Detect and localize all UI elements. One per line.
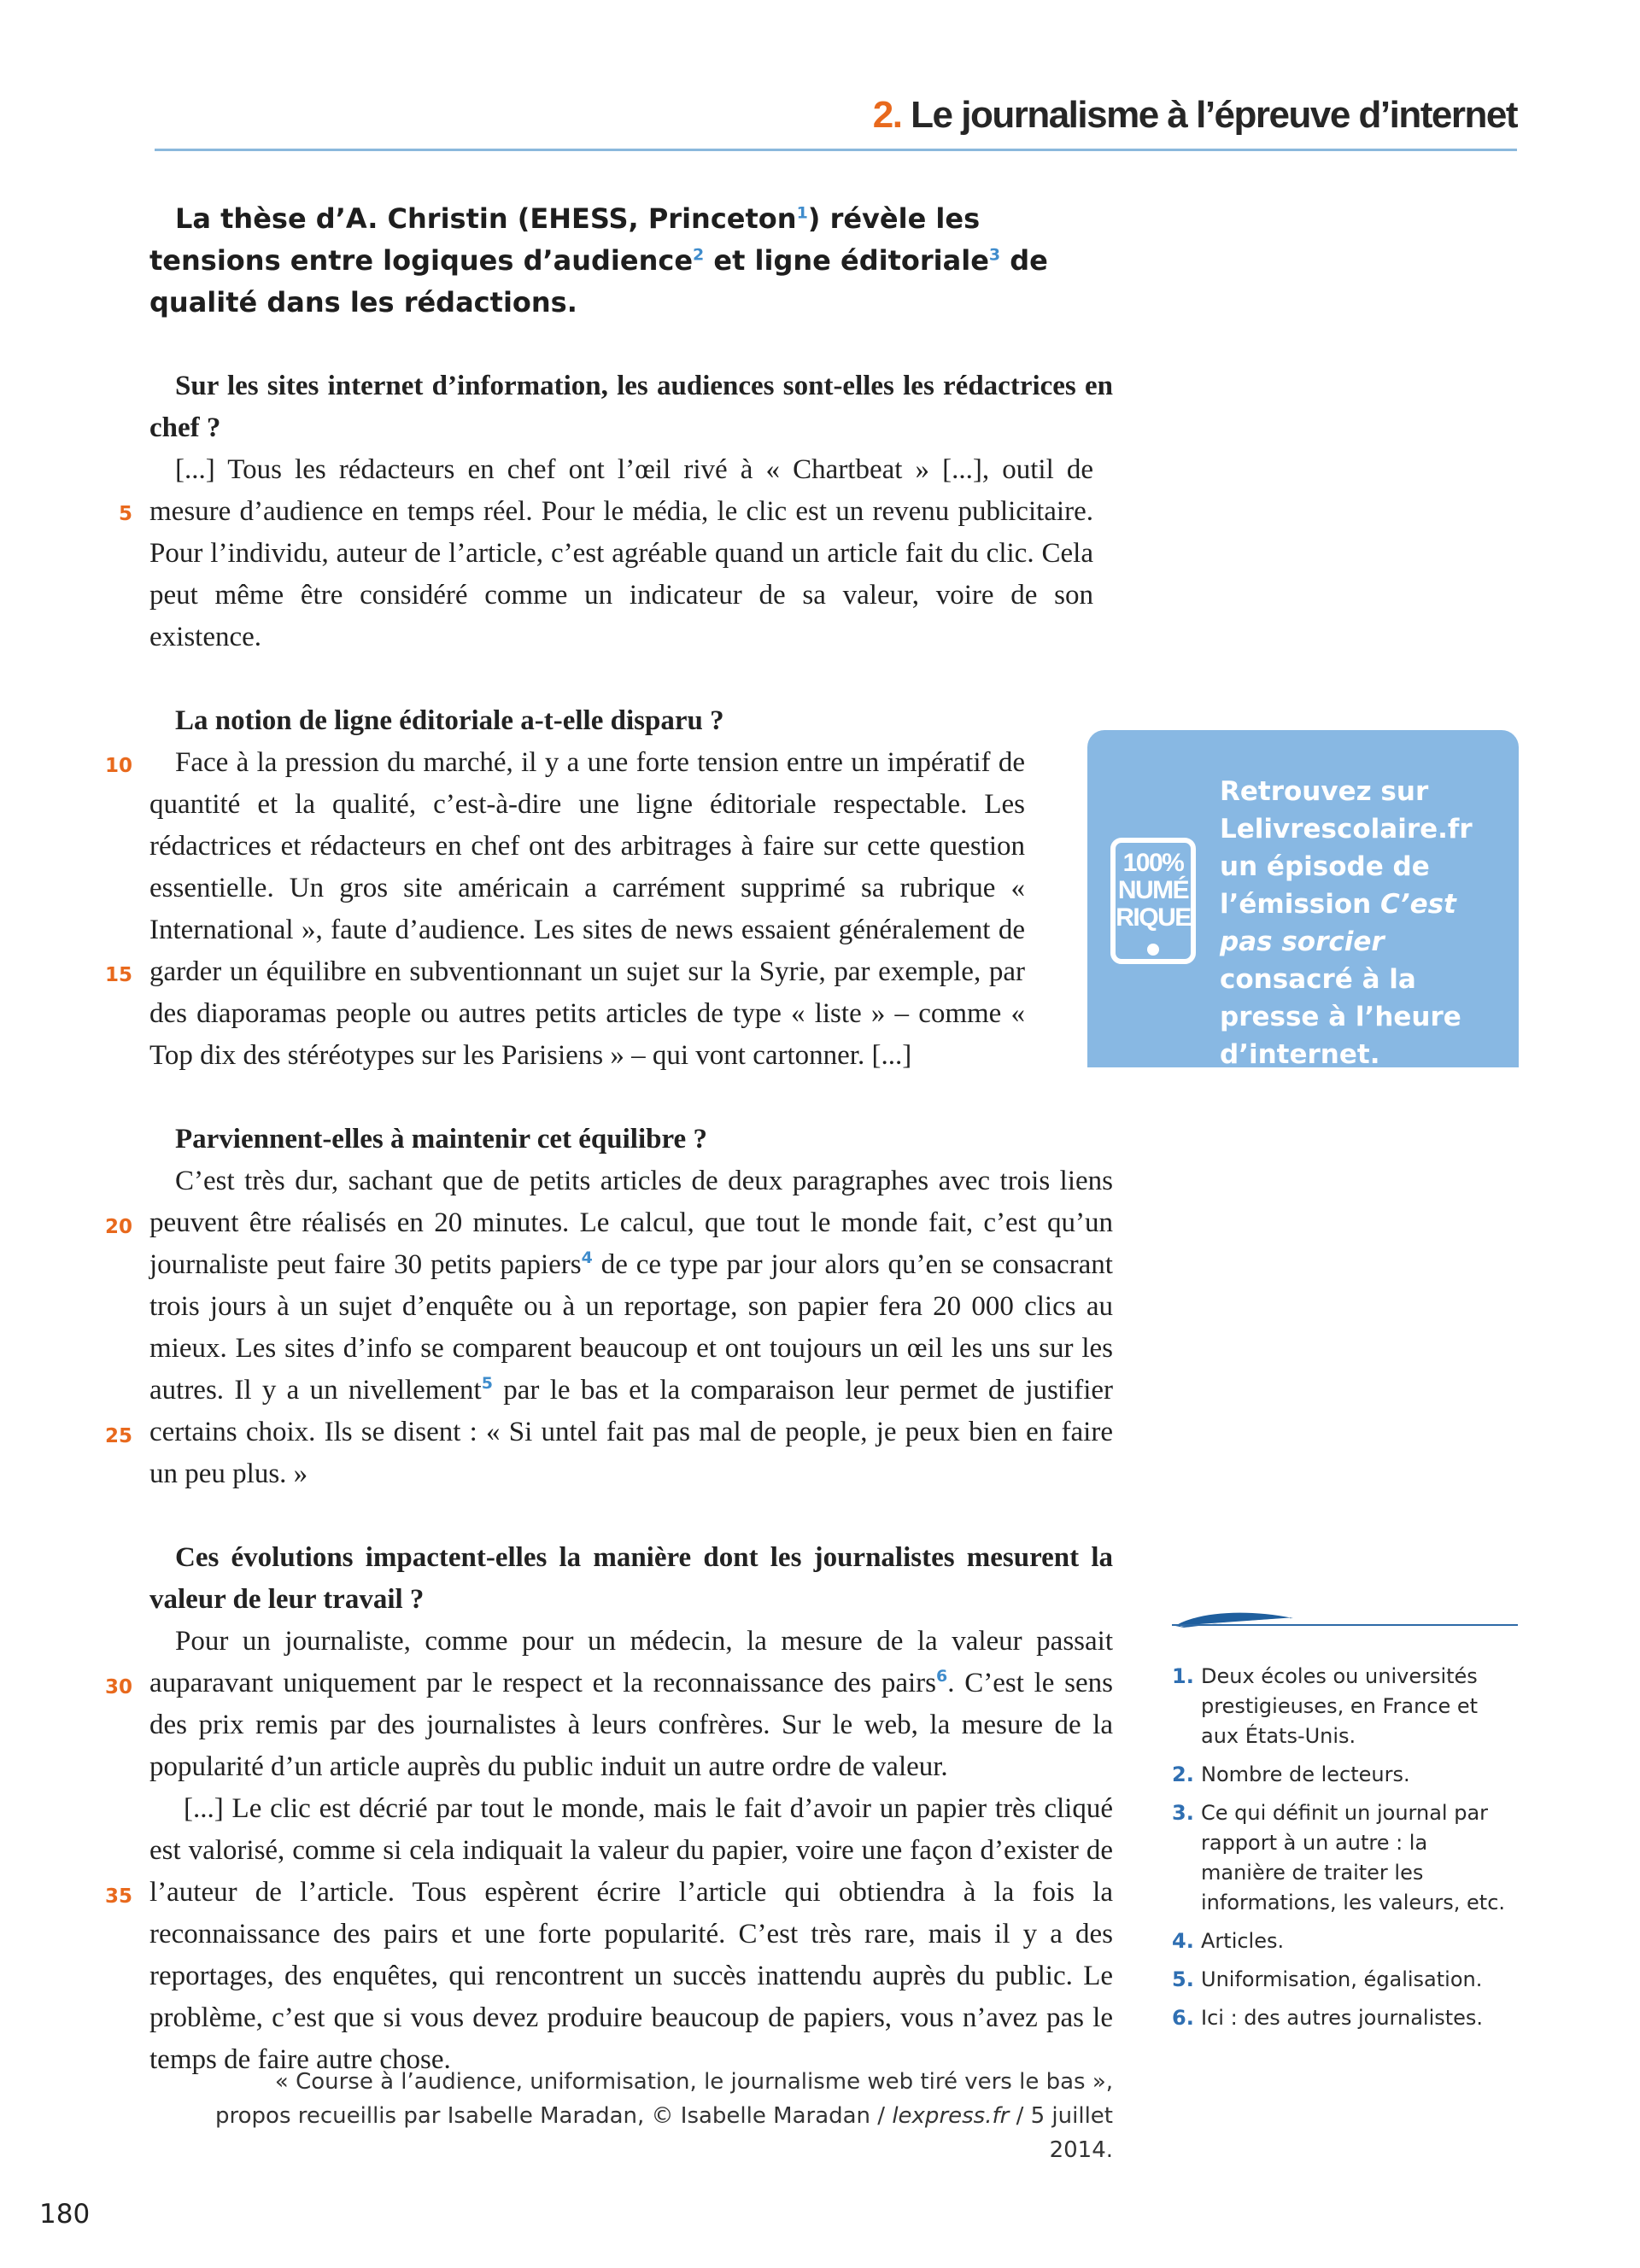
footnote-text: Nombre de lecteurs. <box>1201 1762 1410 1786</box>
phone-icon <box>1110 838 1196 964</box>
chapter-title <box>873 94 1517 137</box>
footnote-number: 3. <box>1172 1801 1194 1825</box>
footnote-item <box>1172 1798 1518 1918</box>
citation-source: lexpress.fr <box>892 2103 1010 2129</box>
interview-question: La notion de ligne éditoriale a-t-elle disparu ? <box>175 705 724 736</box>
footnote-text: Ici : des autres journalistes. <box>1201 2006 1484 2030</box>
footnote-number: 2. <box>1172 1762 1194 1786</box>
interview-section <box>149 365 1113 658</box>
line-number: 25 <box>104 1425 132 1447</box>
answer-text: . C’est le sens des prix remis par des journalistes à leurs confrères. Sur le web, la mesure de la popularité d’un article auprès du public induit un autre ordre de valeur. <box>149 1668 1113 1782</box>
digital-badge <box>1116 850 1191 932</box>
footnote-ref: 1 <box>796 203 808 223</box>
resource-text: consacré à la presse à l’heure d’internet. <box>1220 964 1461 1070</box>
source-citation <box>149 2065 1113 2167</box>
line-number: 20 <box>104 1216 132 1238</box>
footnote-ref: 5 <box>481 1374 493 1393</box>
interview-section <box>149 1119 1113 1495</box>
badge-line: RIQUE <box>1116 903 1191 932</box>
line-number: 10 <box>104 755 132 777</box>
interview-answer: Face à la pression du marché, il y a une forte tension entre un impératif de quantité et la qualité, c’est-à-dire une ligne éditoriale respectable. Les rédactrices et rédacteurs en chef ont des arbitrages à faire sur cette question essentielle. Un gros site américain a carrément supprimé sa rubrique « International », faute d’audience. Les sites de news essaient généralement de garder un équilibre en subventionnant un sujet sur la Syrie, par exemple, par des diaporamas people ou autres petits articles de type « liste » – comme « Top dix des stéréotypes sur les Parisiens » – qui vont cartonner. [...] <box>149 747 1025 1071</box>
intro-text: et ligne éditoriale <box>704 244 989 277</box>
line-number: 5 <box>118 503 132 525</box>
intro-text: ) révèle les tensions entre logiques d’audience <box>149 202 981 277</box>
line-number: 30 <box>104 1676 132 1698</box>
footnote-text: Ce qui définit un journal par rapport à un autre : la manière de traiter les informations, les valeurs, etc. <box>1201 1801 1506 1914</box>
interview-answer <box>149 1160 1113 1495</box>
line-number: 35 <box>104 1885 132 1908</box>
interview-answer: [...] Tous les rédacteurs en chef ont l’œil rivé à « Chartbeat » [...], outil de mesure d’audience en temps réel. Pour le média, le clic est un revenu publicitaire. Pour l’individu, auteur de l’article, c’est agréable quand un article fait du clic. Cela peut même être considéré comme un indicateur de sa valeur, voire de son existence. <box>149 454 1093 652</box>
footnote-ref: 2 <box>693 245 705 265</box>
interview-answer <box>149 1621 1113 1788</box>
interview-section <box>149 1537 1113 2081</box>
interview-answer: [...] Le clic est décrié par tout le monde, mais le fait d’avoir un papier très cliqué est valorisé, comme si cela indiquait la valeur du papier, voire une façon d’exister de l’auteur de l’article. Tous espèrent écrire l’article qui obtiendra à la fois la reconnaissance des pairs et une forte popularité. C’est très rare, mais il y a des reportages, des enquêtes, qui rencontrent un succès inattendu auprès du public. Le problème, c’est que si vous devez produire beaucoup de papiers, vous n’avez pas le temps de faire autre chose. <box>149 1793 1113 2075</box>
answer-text: C’est très dur, sachant que de petits articles de deux paragraphes avec trois liens peuvent être réalisés en 20 minutes. Le calcul, que tout le monde fait, c’est qu’un journaliste peut faire 30 petits papiers <box>149 1166 1113 1280</box>
digital-resource-box[interactable] <box>1087 730 1519 1070</box>
page-header <box>155 94 1517 151</box>
answer-text: par le bas et la comparaison leur permet de justifier certains choix. Ils se disent : « Si untel fait pas mal de people, je peux bien en faire un peu plus. » <box>149 1375 1113 1489</box>
footnotes-list <box>1172 1662 1518 2042</box>
phone-button <box>1147 944 1159 956</box>
footnote-text: Uniformisation, égalisation. <box>1201 1967 1483 1991</box>
chapter-title-text: Le journalisme à l’épreuve d’internet <box>911 94 1517 136</box>
footnote-number: 6. <box>1172 2006 1194 2030</box>
digital-resource-text <box>1220 773 1506 1073</box>
resource-text: Retrouvez sur Lelivrescolaire.fr un épisode de l’émission <box>1220 776 1473 920</box>
chapter-number: 2. <box>872 94 902 136</box>
interview-question: Sur les sites internet d’information, les audiences sont-elles les rédactrices en chef ? <box>149 371 1113 443</box>
footnote-number: 5. <box>1172 1967 1194 1991</box>
footnote-ref: 4 <box>581 1248 593 1267</box>
footnote-item <box>1172 1662 1518 1751</box>
intro-paragraph <box>149 198 1113 324</box>
intro-text: de qualité dans les rédactions. <box>149 244 1048 319</box>
citation-title: « Course à l’audience, uniformisation, le journalisme web tiré vers le bas », <box>274 2069 1113 2095</box>
interview-question: Ces évolutions impactent-elles la manière dont les journalistes mesurent la valeur de leur travail ? <box>149 1542 1113 1615</box>
article <box>149 198 1113 2123</box>
answer-text: de ce type par jour alors qu’en se consacrant trois jours à un sujet d’enquête ou à un reportage, son papier fera 20 000 clics au mieux. Les sites d’info se comparent beaucoup et ont toujours un œil les uns sur les autres. Il y a un nivellement <box>149 1249 1113 1406</box>
citation-credits <box>149 2099 1113 2167</box>
footnote-ref: 3 <box>988 245 1001 265</box>
citation-text: / 5 juillet 2014. <box>1009 2103 1113 2163</box>
interview-question: Parviennent-elles à maintenir cet équilibre ? <box>175 1124 707 1154</box>
citation-text: propos recueillis par Isabelle Maradan, © Isabelle Maradan / <box>215 2103 893 2129</box>
interview-section <box>149 700 1113 1077</box>
footnote-text: Deux écoles ou universités prestigieuses, en France et aux États-Unis. <box>1201 1664 1479 1748</box>
footnote-ref: 6 <box>936 1667 948 1686</box>
footnote-item <box>1172 1926 1518 1956</box>
footnote-number: 4. <box>1172 1929 1194 1953</box>
page-number: 180 <box>39 2199 91 2230</box>
footnotes-header <box>1172 1608 1518 1628</box>
footnote-text: Articles. <box>1201 1929 1285 1953</box>
line-number: 15 <box>104 964 132 986</box>
badge-line: 100% <box>1122 849 1184 877</box>
intro-text: La thèse d’A. Christin (EHESS, Princeton <box>175 202 797 235</box>
footnote-item <box>1172 1760 1518 1790</box>
footnote-item <box>1172 1965 1518 1995</box>
footnotes-rule <box>1172 1624 1518 1626</box>
resource-show-title: C’est pas sorcier <box>1220 889 1456 957</box>
footnote-item <box>1172 2003 1518 2033</box>
footnote-number: 1. <box>1172 1664 1194 1688</box>
badge-line: NUMÉ <box>1117 876 1189 904</box>
answer-text: Pour un journaliste, comme pour un médecin, la mesure de la valeur passait auparavant uniquement par le respect et la reconnaissance des pairs <box>149 1626 1113 1698</box>
